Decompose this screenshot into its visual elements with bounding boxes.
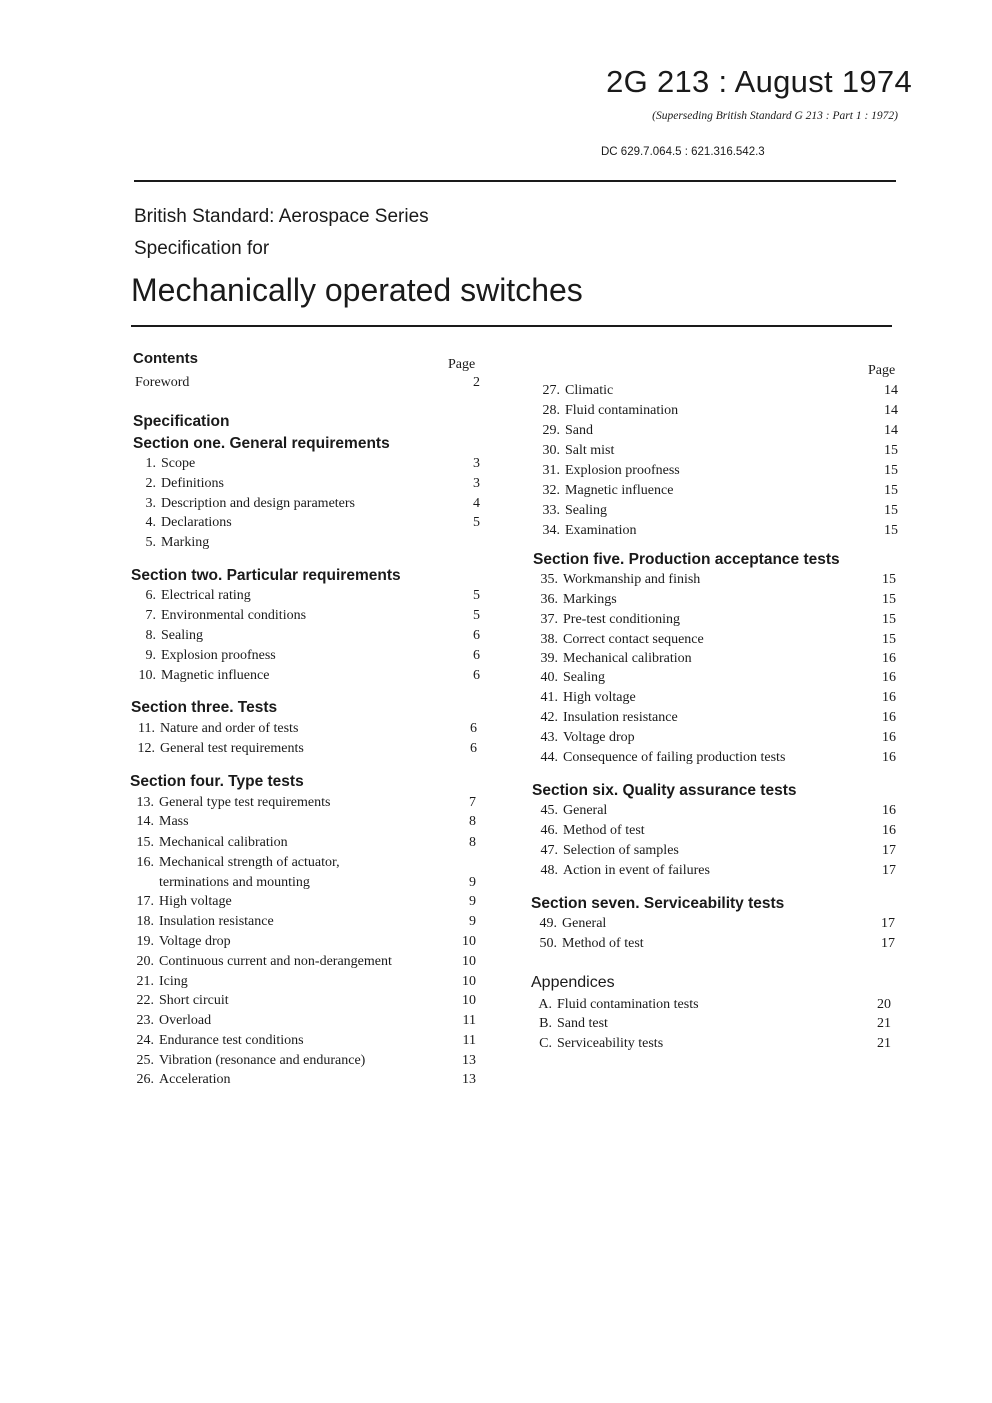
toc-entry[interactable] <box>532 632 897 651</box>
toc-label: Mechanical strength of actuator, <box>159 855 340 870</box>
toc-label: Fluid contamination tests <box>557 997 699 1012</box>
toc-entry[interactable] <box>532 750 897 769</box>
toc-num: 21. <box>136 974 154 989</box>
toc-entry[interactable] <box>534 503 899 522</box>
toc-entry[interactable] <box>532 690 897 709</box>
toc-num: 13. <box>136 795 154 810</box>
toc-label: Magnetic influence <box>565 483 674 498</box>
toc-num: 7. <box>145 608 156 623</box>
toc-label: Examination <box>565 523 637 538</box>
toc-entry[interactable] <box>130 515 480 534</box>
toc-num: 11. <box>138 721 155 736</box>
toc-page: 8 <box>469 814 476 829</box>
toc-page: 9 <box>469 894 476 909</box>
toc-label: General type test requirements <box>159 795 331 810</box>
specification-heading: Specification <box>133 413 230 430</box>
toc-entry[interactable] <box>130 456 480 475</box>
toc-label: General test requirements <box>160 741 304 756</box>
toc-page: 4 <box>473 496 480 511</box>
toc-label: General <box>562 916 607 931</box>
toc-num: 43. <box>540 730 558 745</box>
toc-num: 5. <box>145 535 156 550</box>
toc-entry[interactable] <box>526 1036 891 1055</box>
toc-page: 11 <box>462 1013 476 1028</box>
toc-num: 15. <box>136 835 154 850</box>
toc-page: 15 <box>884 463 898 478</box>
toc-num: 16. <box>136 855 154 870</box>
toc-page: 13 <box>462 1053 476 1068</box>
section-five-title: Section five. Production acceptance tests <box>533 551 840 568</box>
toc-page: 10 <box>462 934 476 949</box>
toc-num: 30. <box>542 443 560 458</box>
toc-page: 21 <box>877 1016 891 1031</box>
toc-num: 40. <box>540 670 558 685</box>
toc-page: 13 <box>462 1072 476 1087</box>
toc-label: Climatic <box>565 383 614 398</box>
udc-classification: DC 629.7.064.5 : 621.316.542.3 <box>601 146 765 158</box>
toc-page: 15 <box>882 572 896 587</box>
toc-entry[interactable] <box>531 916 896 935</box>
toc-num: 29. <box>542 423 560 438</box>
toc-num: 6. <box>145 588 156 603</box>
toc-page: 15 <box>884 483 898 498</box>
toc-num: 46. <box>540 823 558 838</box>
toc-num: 44. <box>540 750 558 765</box>
toc-num: 27. <box>542 383 560 398</box>
toc-label: Vibration (resonance and endurance) <box>159 1053 366 1068</box>
header-rule <box>134 180 896 182</box>
toc-entry[interactable] <box>128 914 478 933</box>
toc-label: Voltage drop <box>563 730 635 745</box>
toc-label: General <box>563 803 608 818</box>
toc-label: Environmental conditions <box>161 608 307 623</box>
toc-page: 16 <box>882 823 896 838</box>
toc-num: 1. <box>145 456 156 471</box>
toc-page: 16 <box>882 651 896 666</box>
toc-num: 34. <box>542 523 560 538</box>
toc-label: Acceleration <box>159 1072 231 1087</box>
toc-page: 6 <box>473 648 480 663</box>
toc-label: Sand test <box>557 1016 608 1031</box>
toc-page: 15 <box>884 503 898 518</box>
toc-entry[interactable] <box>130 535 480 554</box>
toc-label: Sealing <box>563 670 605 685</box>
toc-entry[interactable] <box>128 1053 478 1072</box>
toc-entry[interactable] <box>534 443 899 462</box>
toc-label: Insulation resistance <box>159 914 274 929</box>
toc-entry[interactable] <box>534 423 899 442</box>
toc-page: 17 <box>882 843 896 858</box>
toc-entry[interactable] <box>532 730 897 749</box>
title-rule <box>131 325 892 327</box>
toc-num: 2. <box>145 476 156 491</box>
toc-num: 23. <box>136 1013 154 1028</box>
toc-num: 14. <box>136 814 154 829</box>
toc-label: Method of test <box>562 936 644 951</box>
toc-label: Selection of samples <box>563 843 679 858</box>
toc-num: 41. <box>540 690 558 705</box>
toc-page: 17 <box>882 863 896 878</box>
section-one-title: Section one. General requirements <box>133 435 390 452</box>
appendices-title: Appendices <box>531 974 615 991</box>
toc-num: 38. <box>540 632 558 647</box>
toc-num: 9. <box>145 648 156 663</box>
toc-entry[interactable] <box>532 803 897 822</box>
series-label: British Standard: Aerospace Series <box>134 206 429 227</box>
document-title: Mechanically operated switches <box>131 272 583 308</box>
toc-entry[interactable] <box>130 496 480 515</box>
toc-page: 7 <box>469 795 476 810</box>
toc-page: 16 <box>882 710 896 725</box>
superseding-note: (Superseding British Standard G 213 : Part 1 : 1972) <box>652 110 898 122</box>
toc-page: 16 <box>882 670 896 685</box>
toc-num: 49. <box>539 916 557 931</box>
toc-label: Explosion proofness <box>565 463 680 478</box>
toc-page: 15 <box>884 523 898 538</box>
toc-num: 28. <box>542 403 560 418</box>
toc-label: Magnetic influence <box>161 668 270 683</box>
toc-num: 35. <box>540 572 558 587</box>
toc-entry[interactable] <box>532 823 897 842</box>
toc-entry[interactable] <box>128 974 478 993</box>
toc-num: A. <box>538 997 552 1012</box>
toc-entry[interactable] <box>128 1033 478 1052</box>
toc-entry[interactable] <box>130 608 480 627</box>
toc-entry[interactable] <box>128 993 478 1012</box>
toc-num: 18. <box>136 914 154 929</box>
toc-label: Pre-test conditioning <box>563 612 681 627</box>
toc-label-continued: terminations and mounting <box>159 875 310 890</box>
toc-entry[interactable] <box>532 651 897 670</box>
toc-label: Short circuit <box>159 993 229 1008</box>
toc-entry[interactable] <box>526 1016 891 1035</box>
toc-page: 9 <box>469 914 476 929</box>
toc-label: Marking <box>161 535 210 550</box>
toc-label: Explosion proofness <box>161 648 276 663</box>
toc-entry[interactable] <box>534 463 899 482</box>
toc-num: 33. <box>542 503 560 518</box>
toc-entry[interactable] <box>531 936 896 955</box>
toc-num: 50. <box>539 936 557 951</box>
toc-entry[interactable] <box>129 741 479 760</box>
toc-page: 21 <box>877 1036 891 1051</box>
toc-entry[interactable] <box>128 894 478 913</box>
toc-label: Endurance test conditions <box>159 1033 304 1048</box>
toc-label: High voltage <box>159 894 232 909</box>
toc-label: Mechanical calibration <box>159 835 288 850</box>
contents-heading: Contents <box>133 350 198 367</box>
toc-label: Serviceability tests <box>557 1036 664 1051</box>
toc-entry[interactable] <box>128 814 478 833</box>
toc-num: 45. <box>540 803 558 818</box>
toc-label: Foreword <box>135 375 190 390</box>
toc-page: 6 <box>473 668 480 683</box>
section-four-title: Section four. Type tests <box>130 773 304 790</box>
toc-label: Voltage drop <box>159 934 231 949</box>
toc-entry[interactable] <box>128 855 478 894</box>
toc-page: 14 <box>884 383 898 398</box>
toc-entry[interactable] <box>128 1072 478 1091</box>
toc-entry[interactable] <box>532 843 897 862</box>
toc-label: Sand <box>565 423 593 438</box>
toc-num: 47. <box>540 843 558 858</box>
toc-entry[interactable] <box>532 572 897 591</box>
toc-page: 11 <box>462 1033 476 1048</box>
toc-page: 10 <box>462 993 476 1008</box>
toc-entry[interactable] <box>128 795 478 814</box>
toc-num: 48. <box>540 863 558 878</box>
toc-entry[interactable] <box>534 383 899 402</box>
toc-page: 6 <box>470 721 477 736</box>
toc-num: 31. <box>542 463 560 478</box>
toc-num: 4. <box>145 515 156 530</box>
toc-num: 8. <box>145 628 156 643</box>
toc-entry[interactable] <box>534 403 899 422</box>
toc-num: 3. <box>145 496 156 511</box>
toc-num: 25. <box>136 1053 154 1068</box>
toc-page: 8 <box>469 835 476 850</box>
toc-label: Overload <box>159 1013 212 1028</box>
toc-page: 16 <box>882 730 896 745</box>
toc-label: Nature and order of tests <box>160 721 299 736</box>
toc-page: 17 <box>881 936 895 951</box>
toc-entry[interactable] <box>130 648 480 667</box>
toc-label: Sealing <box>565 503 607 518</box>
toc-entry[interactable] <box>532 863 897 882</box>
toc-entry[interactable] <box>128 954 478 973</box>
toc-entry[interactable] <box>532 612 897 631</box>
toc-page: 16 <box>882 750 896 765</box>
toc-num: 37. <box>540 612 558 627</box>
toc-entry[interactable] <box>128 1013 478 1032</box>
toc-num: 39. <box>540 651 558 666</box>
toc-num: B. <box>539 1016 552 1031</box>
toc-entry[interactable] <box>532 670 897 689</box>
toc-page: 6 <box>473 628 480 643</box>
toc-page: 15 <box>884 443 898 458</box>
toc-label: Markings <box>563 592 617 607</box>
toc-num: 12. <box>137 741 155 756</box>
toc-page: 9 <box>469 875 476 890</box>
toc-num: 22. <box>136 993 154 1008</box>
toc-page: 16 <box>882 690 896 705</box>
toc-num: 32. <box>542 483 560 498</box>
toc-label: Declarations <box>161 515 232 530</box>
toc-entry[interactable] <box>534 483 899 502</box>
toc-page: 14 <box>884 423 898 438</box>
toc-page: 14 <box>884 403 898 418</box>
toc-page: 3 <box>473 476 480 491</box>
toc-num: 10. <box>138 668 156 683</box>
toc-page: 17 <box>881 916 895 931</box>
toc-num: C. <box>539 1036 552 1051</box>
toc-page: 15 <box>882 612 896 627</box>
toc-page: 10 <box>462 974 476 989</box>
toc-label: Scope <box>161 456 196 471</box>
toc-entry[interactable] <box>534 523 899 542</box>
toc-label: Continuous current and non-derangement <box>159 954 392 969</box>
toc-num: 36. <box>540 592 558 607</box>
toc-page: 5 <box>473 588 480 603</box>
toc-entry[interactable] <box>526 997 891 1016</box>
toc-page: 5 <box>473 515 480 530</box>
toc-label: Sealing <box>161 628 203 643</box>
toc-label: Icing <box>159 974 188 989</box>
toc-page: 10 <box>462 954 476 969</box>
page-column-label: Page <box>448 357 476 372</box>
standard-number: 2G 213 : August 1974 <box>606 64 912 99</box>
toc-entry[interactable] <box>532 592 897 611</box>
toc-entry[interactable] <box>532 710 897 729</box>
toc-page: 6 <box>470 741 477 756</box>
spec-for-label: Specification for <box>134 238 270 259</box>
toc-num: 19. <box>136 934 154 949</box>
toc-num: 24. <box>136 1033 154 1048</box>
toc-entry-foreword[interactable] <box>135 375 480 394</box>
section-seven-title: Section seven. Serviceability tests <box>531 895 785 912</box>
toc-num: 17. <box>136 894 154 909</box>
toc-num: 26. <box>136 1072 154 1087</box>
toc-label: Definitions <box>161 476 224 491</box>
toc-label: Workmanship and finish <box>563 572 701 587</box>
toc-label: Description and design parameters <box>161 496 355 511</box>
toc-label: Mechanical calibration <box>563 651 692 666</box>
toc-label: Insulation resistance <box>563 710 678 725</box>
toc-page: 20 <box>877 997 891 1012</box>
toc-page: 3 <box>473 456 480 471</box>
toc-page: 15 <box>882 592 896 607</box>
toc-page: 2 <box>473 375 480 390</box>
toc-entry[interactable] <box>130 588 480 607</box>
toc-label: Fluid contamination <box>565 403 679 418</box>
toc-entry[interactable] <box>128 835 478 854</box>
toc-label: Mass <box>159 814 189 829</box>
section-two-title: Section two. Particular requirements <box>131 567 401 584</box>
page-column-label: Page <box>868 363 896 378</box>
toc-label: Consequence of failing production tests <box>563 750 786 765</box>
toc-entry[interactable] <box>130 476 480 495</box>
toc-num: 20. <box>136 954 154 969</box>
toc-label: Action in event of failures <box>563 863 710 878</box>
toc-page: 5 <box>473 608 480 623</box>
toc-entry[interactable] <box>128 934 478 953</box>
toc-label: Correct contact sequence <box>563 632 704 647</box>
toc-entry[interactable] <box>130 628 480 647</box>
toc-num: 42. <box>540 710 558 725</box>
toc-label: Salt mist <box>565 443 615 458</box>
toc-label: High voltage <box>563 690 636 705</box>
toc-label: Method of test <box>563 823 645 838</box>
section-three-title: Section three. Tests <box>131 699 278 716</box>
toc-page: 16 <box>882 803 896 818</box>
toc-entry[interactable] <box>129 721 479 740</box>
toc-entry[interactable] <box>130 668 480 687</box>
section-six-title: Section six. Quality assurance tests <box>532 782 797 799</box>
toc-page: 15 <box>882 632 896 647</box>
toc-label: Electrical rating <box>161 588 251 603</box>
